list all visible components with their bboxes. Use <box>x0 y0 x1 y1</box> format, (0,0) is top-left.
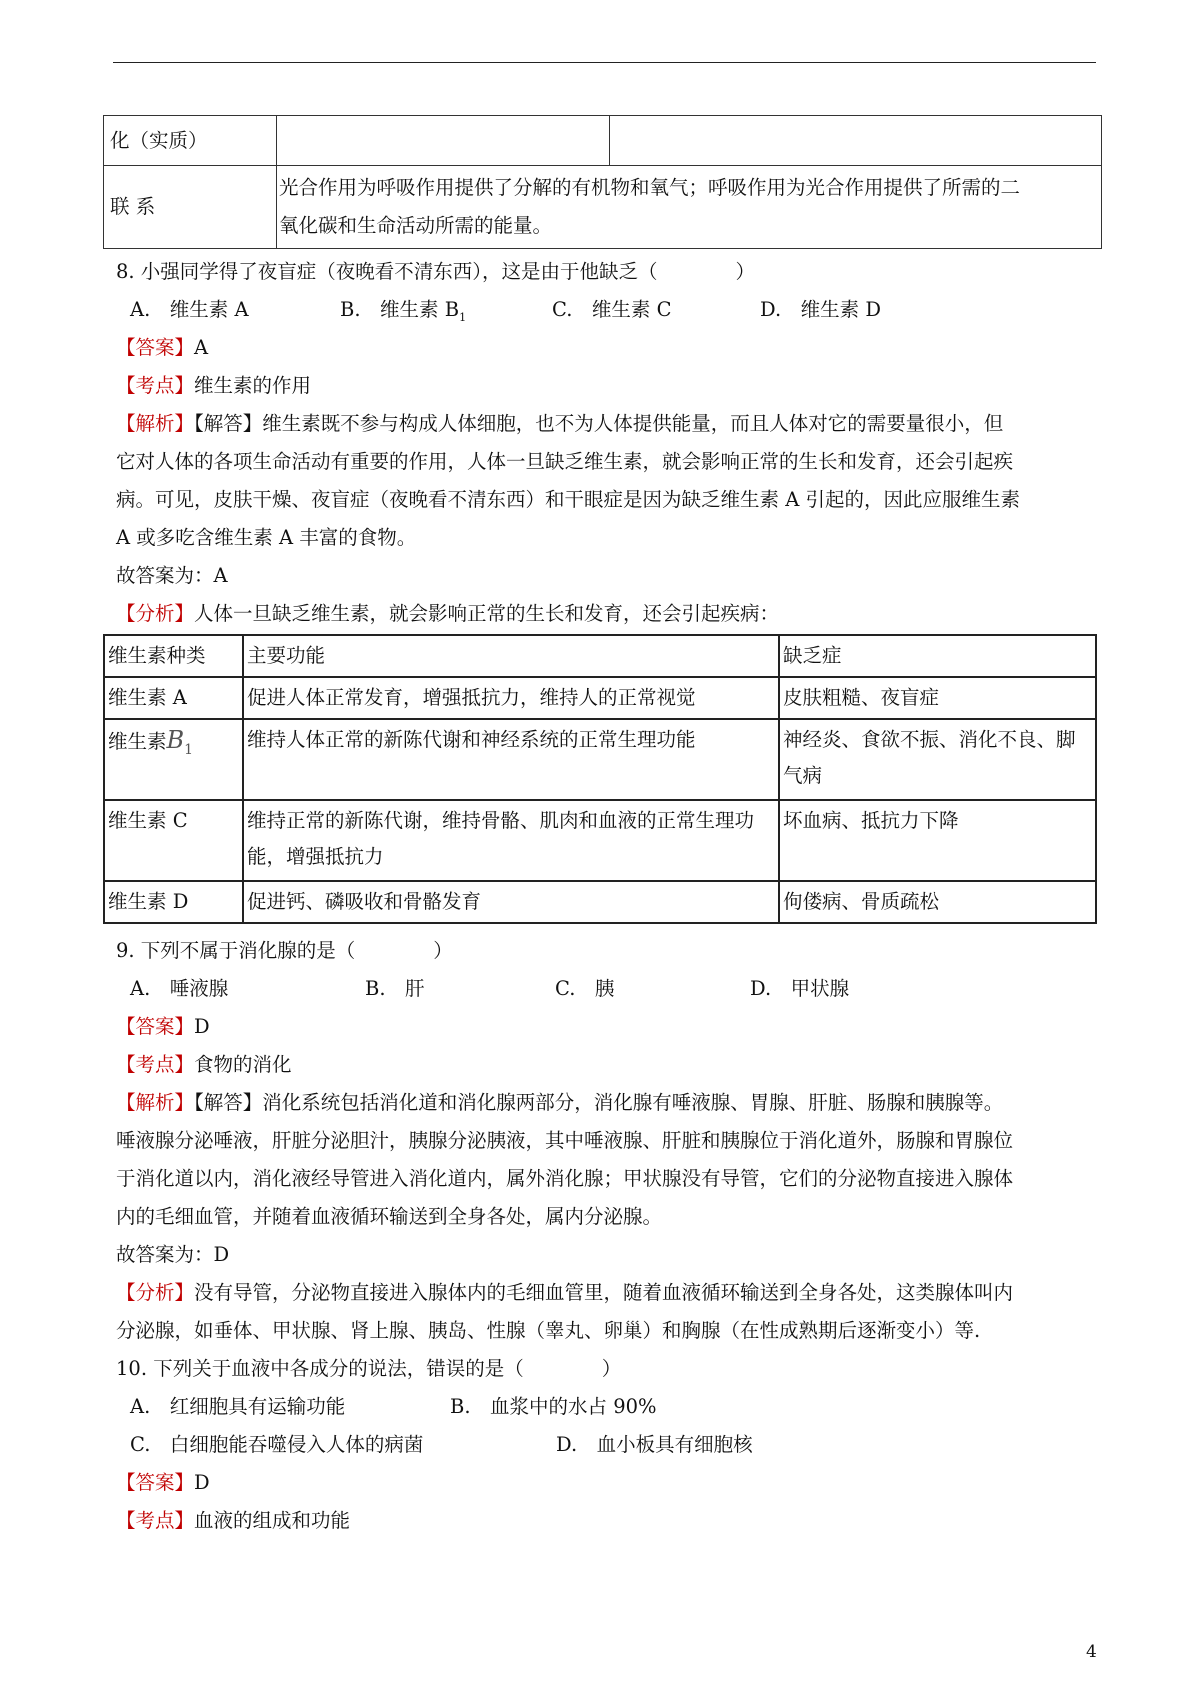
vitamin-table <box>103 634 1097 924</box>
option-c: C. 白细胞能吞噬侵入人体的病菌 <box>130 1433 424 1456</box>
topic-line: 【考点】血液的组成和功能 <box>116 1509 351 1532</box>
option-a: A. 唾液腺 <box>130 977 229 1000</box>
analysis-line: 病。可见，皮肤干燥、夜盲症（夜晚看不清东西）和干眼症是因为缺乏维生素 A 引起的，因此应服维生素 <box>116 488 1020 511</box>
row-label: 化（实质） <box>104 116 277 166</box>
table-header: 缺乏症 <box>779 635 1096 677</box>
option-d: D. 血小板具有细胞核 <box>556 1433 753 1456</box>
page-number: 4 <box>1086 1642 1097 1662</box>
answer-line: 【答案】A <box>116 336 209 359</box>
option-c: C. 胰 <box>555 977 615 1000</box>
option-a: A. 红细胞具有运输功能 <box>130 1395 346 1418</box>
analysis-line: 它对人体的各项生命活动有重要的作用，人体一旦缺乏维生素，就会影响正常的生长和发育，还会引起疾 <box>116 450 1014 473</box>
analysis-line: 于消化道以内，消化液经导管进入消化道内，属外消化腺；甲状腺没有导管，它们的分泌物直接进入腺体 <box>116 1167 1014 1190</box>
option-d: D. 维生素 D <box>760 298 881 321</box>
table-header: 主要功能 <box>243 635 779 677</box>
option-a: A. 维生素 A <box>130 298 249 321</box>
question-10-stem: 10. 下列关于血液中各成分的说法，错误的是（ ） <box>116 1357 622 1380</box>
analysis-line: 唾液腺分泌唾液，肝脏分泌胆汁，胰腺分泌胰液，其中唾液腺、肝脏和胰腺位于消化道外，肠腺和胃腺位 <box>116 1129 1014 1152</box>
topic-line: 【考点】食物的消化 <box>116 1053 292 1076</box>
question-9-stem: 9. 下列不属于消化腺的是（ ） <box>116 939 453 962</box>
question-8-stem: 8. 小强同学得了夜盲症（夜晚看不清东西），这是由于他缺乏（ ） <box>116 260 756 283</box>
option-c: C. 维生素 C <box>552 298 672 321</box>
option-b: B. 血浆中的水占 90% <box>450 1395 657 1418</box>
analysis-line: 【解析】【解答】维生素既不参与构成人体细胞，也不为人体提供能量，而且人体对它的需要量很小，但 <box>116 412 1004 435</box>
analysis-line: A 或多吃含维生素 A 丰富的食物。 <box>116 526 417 549</box>
row-label: 联 系 <box>104 166 277 249</box>
option-b: B. 肝 <box>365 977 425 1000</box>
table-header: 维生素种类 <box>104 635 243 677</box>
summary-line: 【分析】人体一旦缺乏维生素，就会影响正常的生长和发育，还会引起疾病： <box>116 602 780 625</box>
analysis-line: 【解析】【解答】消化系统包括消化道和消化腺两部分，消化腺有唾液腺、胃腺、肝脏、肠腺和胰腺等。 <box>116 1091 1004 1114</box>
table-cell <box>610 116 1102 166</box>
table-row: 维生素 D 促进钙、磷吸收和骨骼发育 佝偻病、骨质疏松 <box>104 881 1096 923</box>
option-b: B. 维生素 $B_1$ <box>340 298 467 324</box>
summary-line: 【分析】没有导管，分泌物直接进入腺体内的毛细血管里，随着血液循环输送到全身各处，这类腺体叫内 <box>116 1281 1014 1304</box>
final-answer-line: 故答案为：D <box>116 1243 230 1266</box>
relation-cell: 光合作用为呼吸作用提供了分解的有机物和氧气；呼吸作用为光合作用提供了所需的二 氧化碳和生命活动所需的能量。 <box>277 166 1102 249</box>
table-row: 维生素$B_1$ 维持人体正常的新陈代谢和神经系统的正常生理功能 神经炎、食欲不振、消化不良、脚气病 <box>104 719 1096 800</box>
header-rule <box>113 62 1096 63</box>
final-answer-line: 故答案为：A <box>116 564 228 587</box>
analysis-line: 内的毛细血管，并随着血液循环输送到全身各处，属内分泌腺。 <box>116 1205 663 1228</box>
topic-line: 【考点】维生素的作用 <box>116 374 312 397</box>
table-row: 维生素 A 促进人体正常发育，增强抵抗力，维持人的正常视觉 皮肤粗糙、夜盲症 <box>104 677 1096 719</box>
table-cell <box>277 116 610 166</box>
answer-line: 【答案】D <box>116 1015 210 1038</box>
summary-line: 分泌腺，如垂体、甲状腺、肾上腺、胰岛、性腺（睾丸、卵巢）和胸腺（在性成熟期后逐渐变小）等. <box>116 1319 981 1342</box>
table-row: 维生素 C 维持正常的新陈代谢，维持骨骼、肌肉和血液的正常生理功能，增强抵抗力 坏血病、抵抗力下降 <box>104 800 1096 881</box>
comparison-table-fragment <box>103 115 1102 249</box>
answer-line: 【答案】D <box>116 1471 210 1494</box>
option-d: D. 甲状腺 <box>750 977 850 1000</box>
